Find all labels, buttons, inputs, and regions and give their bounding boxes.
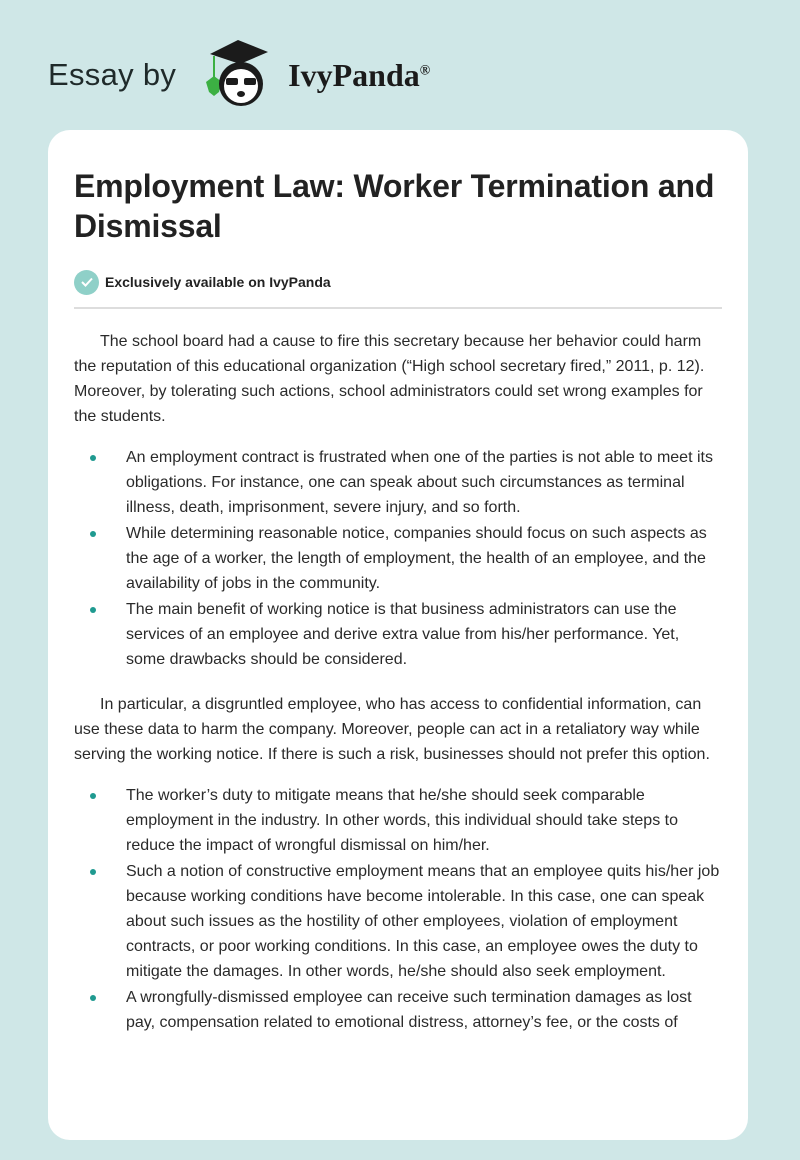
site-header xyxy=(48,40,430,110)
registered-mark: ® xyxy=(419,62,431,78)
article-body xyxy=(74,329,722,1035)
list-item: The main benefit of working notice is that business administrators can use the services of an employee and derive extra value from his/her performance. Yet, some drawbacks should be considered. xyxy=(126,597,722,672)
list-item: The worker’s duty to mitigate means that he/she should seek comparable employment in the industry. In other words, this individual should take steps to reduce the impact of wrongful dismissal on him/her. xyxy=(126,783,722,858)
list-item: Such a notion of constructive employment means that an employee quits his/her job because working conditions have become intolerable. In this case, one can speak about such issues as the hostility of other employees, violation of employment contracts, or poor working conditions. In this case, an employee owes the duty to mitigate the damages. In other words, he/she should also seek employment. xyxy=(126,859,722,984)
list-item: An employment contract is frustrated when one of the parties is not able to meet its obligations. For instance, one can speak about such circumstances as terminal illness, death, imprisonment, severe injury, and so forth. xyxy=(126,445,722,520)
panda-graduate-icon xyxy=(196,40,282,110)
list-item: A wrongfully-dismissed employee can receive such termination damages as lost pay, compensation related to emotional distress, attorney’s fee, or the costs of xyxy=(126,985,722,1035)
article-card xyxy=(48,130,748,1140)
exclusive-badge xyxy=(74,268,722,296)
bullet-list xyxy=(74,445,722,672)
article-title: Employment Law: Worker Termination and Dismissal xyxy=(74,168,715,244)
bullet-list xyxy=(74,783,722,1035)
paragraph: In particular, a disgruntled employee, who has access to confidential information, can use these data to harm the company. Moreover, people can act in a retaliatory way while serving the working notice. If there is such a risk, businesses should not prefer this option. xyxy=(74,696,710,763)
check-icon xyxy=(74,270,99,295)
ivypanda-logo[interactable] xyxy=(196,40,430,110)
badge-text: Exclusively available on IvyPanda xyxy=(105,274,331,290)
essay-by-label: Essay by xyxy=(48,57,177,92)
list-item: While determining reasonable notice, companies should focus on such aspects as the age of a worker, the length of employment, the health of an employee, and the availability of jobs in the community. xyxy=(126,521,722,596)
brand-name xyxy=(288,57,430,94)
paragraph: The school board had a cause to fire this secretary because her behavior could harm the reputation of this educational organization (“High school secretary fired,” 2011, p. 12). Moreover, by tolerating such actions, school administrators could set wrong examples for the students. xyxy=(74,333,705,425)
brand-text: IvyPanda xyxy=(288,56,420,93)
divider xyxy=(74,307,722,309)
